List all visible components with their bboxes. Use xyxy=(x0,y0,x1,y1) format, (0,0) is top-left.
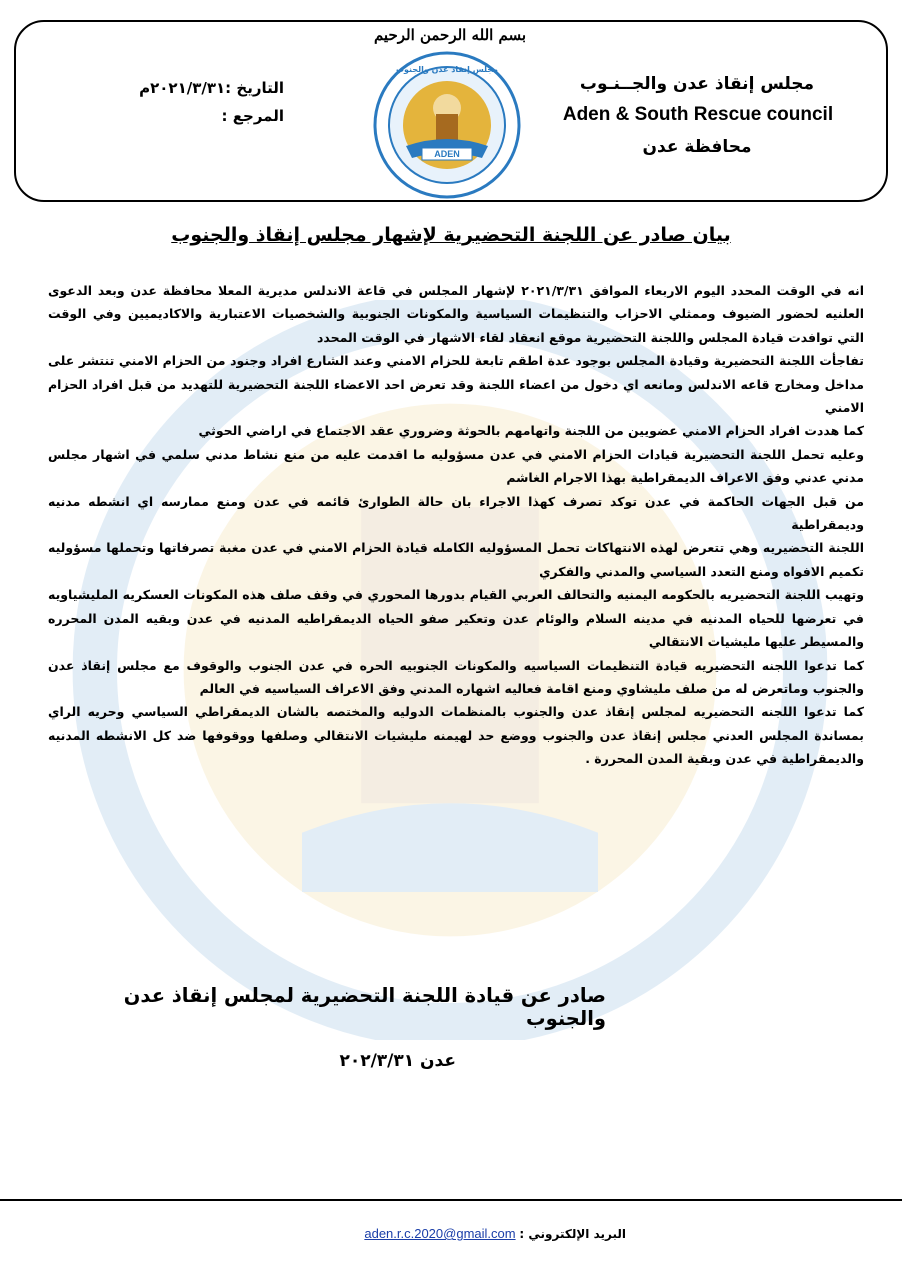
paragraph: اللجنة التحضيريه وهي تتعرض لهذه الانتهاكات تحمل المسؤوليه الكامله قيادة الحزام الامني في عدن مغبة تصرفاتها وتحملها مسؤوليه تكميم الافواه ومنع التعدد السياسي والمدني والفكري xyxy=(48,540,864,579)
org-name-arabic: مجلس إنقاذ عدن والجــنـوب xyxy=(579,74,815,94)
seal-text: مجلس إنقاذ عدن والجنوب xyxy=(396,65,498,74)
paragraph: كما تدعوا اللجنه التحضيريه لمجلس إنقاذ عدن والجنوب بالمنظمات الدوليه والمختصه بالشان الديمقراطي السياسي وحريه الراي بمساندة المجلس العدني مجلس إنقاذ عدن والجنوب ووضع حد لهيمنه مليشيات الانتقالي وصلفها ووقوفها ضد كل الانشطه المدنيه والديمقراطية في عدن وبقية المدن المحررة . xyxy=(48,704,864,767)
paragraph: وعليه تحمل اللجنة التحضيرية قيادات الحزام الامني في عدن مسؤوليه ما اقدمت عليه من منع نشاط مدني سلمي في اشهار مجلس مدني عدني وفق الاعراف الديمقراطية بهذا الاجرام الغاشم xyxy=(48,446,864,486)
signature-line: صادر عن قيادة اللجنة التحضيرية لمجلس إنقاذ عدن والجنوب xyxy=(123,984,606,1030)
governorate-name: محافظة عدن xyxy=(642,137,752,157)
place-date: عدن ٢٠٢/٣/٣١ xyxy=(339,1051,456,1071)
reference-label: المرجع : xyxy=(221,107,284,125)
paragraph: من قبل الجهات الحاكمة في عدن توكد تصرف كهذا الاجراء بان حالة الطوارئ قائمه في عدن ومنع ممارسه اي انشطه مدنيه وديمقراطية xyxy=(48,493,864,533)
footer-divider xyxy=(0,1199,902,1201)
paragraph: تفاجأت اللجنة التحضيرية وقيادة المجلس بوجود عدة اطقم تابعة للحزام الامني وعند الشارع افراد وجنود من الحزام الامني تنتشر على مداخل ومخارج قاعه الاندلس ومانعه اي دخول من اعضاء اللجنة وقد تعرض احد الاعضاء اللجنة التحضيرية للتهديد من قبل افراد الحزام الامني xyxy=(48,353,864,416)
statement-title: بيان صادر عن اللجنة التحضيرية لإشهار مجلس إنقاذ والجنوب xyxy=(171,224,731,246)
paragraph: كما تدعوا اللجنه التحضيريه قيادة التنظيمات السياسيه والمكونات الجنوبيه الحره في عدن الجنوب والوقوف مع مجلس إنقاذ عدن والجنوب وماتعرض له من صلف مليشاوي ومنع اقامة فعاليه اشهاره المدني وفق الاعراف السياسيه في العالم xyxy=(48,657,864,696)
letter-meta xyxy=(118,74,284,130)
council-seal xyxy=(372,50,522,200)
paragraph: انه في الوقت المحدد اليوم الاربعاء الموافق ٢٠٢١/٣/٣١ لإشهار المجلس في قاعة الاندلس مديرية المعلا محافظة عدن وبعد الدعوى العلنيه لحضور الضيوف وممثلي الاحزاب والتنظيمات السياسية والمكونات الجنوبية والشخصيات الاعتبارية والاكاديميين وفي الوقت التي توافدت قيادة المجلس واللجنة التحضيرية موقع انعقاد لقاء الاشهار في الوقت المحدد xyxy=(48,283,865,345)
paragraph: وتهيب اللجنة التحضيريه بالحكومه اليمنيه والتحالف العربي القيام بدورها المحوري في وقف صلف هذه المكونات العسكريه المليشياويه في تعرضها للحياه المدنيه في مدينه السلام والوئام عدن وتعكير صفو الحياه الديمقراطيه المدنيه في عدن وبقيه المدن المحرره والمسيطر عليها مليشيات الانتقالي xyxy=(48,587,864,650)
email-label: البريد الإلكتروني : xyxy=(519,1227,626,1241)
date-line: التاريخ :٢٠٢١/٣/٣١م xyxy=(139,79,284,97)
statement-body xyxy=(48,279,864,771)
footer xyxy=(286,1226,626,1241)
paragraph: كما هددت افراد الحزام الامني عضويين من اللجنة واتهامهم بالحوثة وضروري عقد الاجتماع في اراضي الحوثي xyxy=(198,423,864,439)
org-name-english: Aden & South Rescue council xyxy=(562,104,834,125)
seal-banner: ADEN xyxy=(434,149,460,159)
basmala: بسم الله الرحمن الرحيم xyxy=(373,26,527,44)
email-link[interactable]: aden.r.c.2020@gmail.com xyxy=(364,1226,516,1241)
